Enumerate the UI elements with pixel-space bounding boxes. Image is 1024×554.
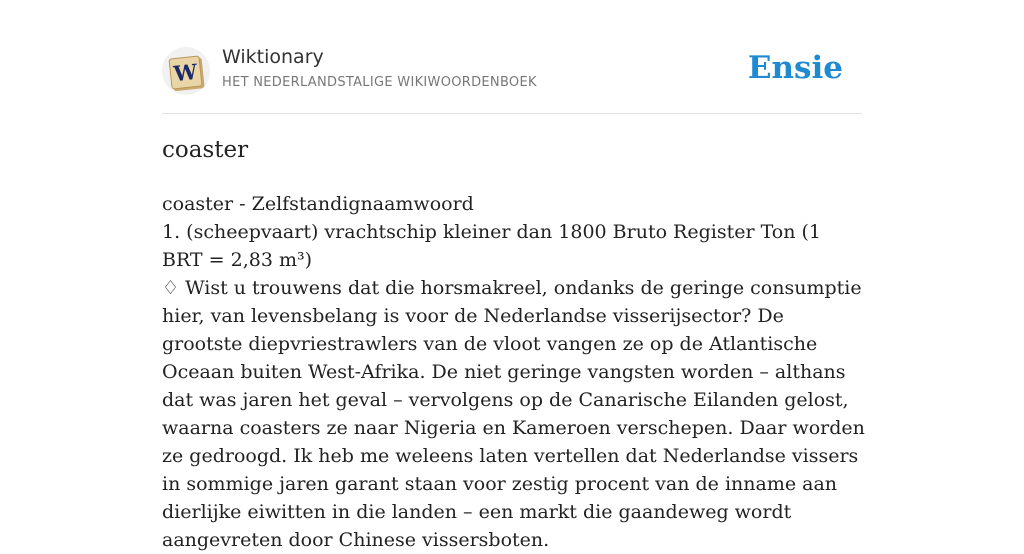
logo-tile [168,55,202,89]
article-content [162,190,866,554]
logo-letter: W [172,58,199,87]
site-name[interactable]: Wiktionary [222,46,324,68]
definition-text: 1. (scheepvaart) vrachtschip kleiner dan 1800 Bruto Register Ton (1 BRT = 2,83 m³) [162,221,822,271]
page-title: coaster [162,137,249,163]
header-divider [162,113,862,114]
header [162,44,862,100]
site-subtitle: HET NEDERLANDSTALIGE WIKIWOORDENBOEK [222,75,537,90]
ensie-brand-logo[interactable]: Ensie [747,50,843,86]
wiktionary-logo-icon[interactable] [162,47,210,95]
example-text: ♢ Wist u trouwens dat die horsmakreel, ondanks de geringe consumptie hier, van levensbelang is voor de Nederlandse visserijsector? De grootste diepvriestrawlers van de vloot vangen ze op de Atlantische Oceaan buiten West-Afrika. De niet geringe vangsten worden – althans dat was jaren het geval – vervolgens op de Canarische Eilanden gelost, waarna coasters ze naar Nigeria en Kameroen verschepen. Daar worden ze gedroogd. Ik heb me weleens laten vertellen dat Nederlandse vissers in sommige jaren garant staan voor zestig procent van de inname aan dierlijke eiwitten in die landen – een markt die gaandeweg wordt aangevreten door Chinese vissersboten. [162,277,865,551]
part-of-speech-line: coaster - Zelfstandignaamwoord [162,193,474,215]
